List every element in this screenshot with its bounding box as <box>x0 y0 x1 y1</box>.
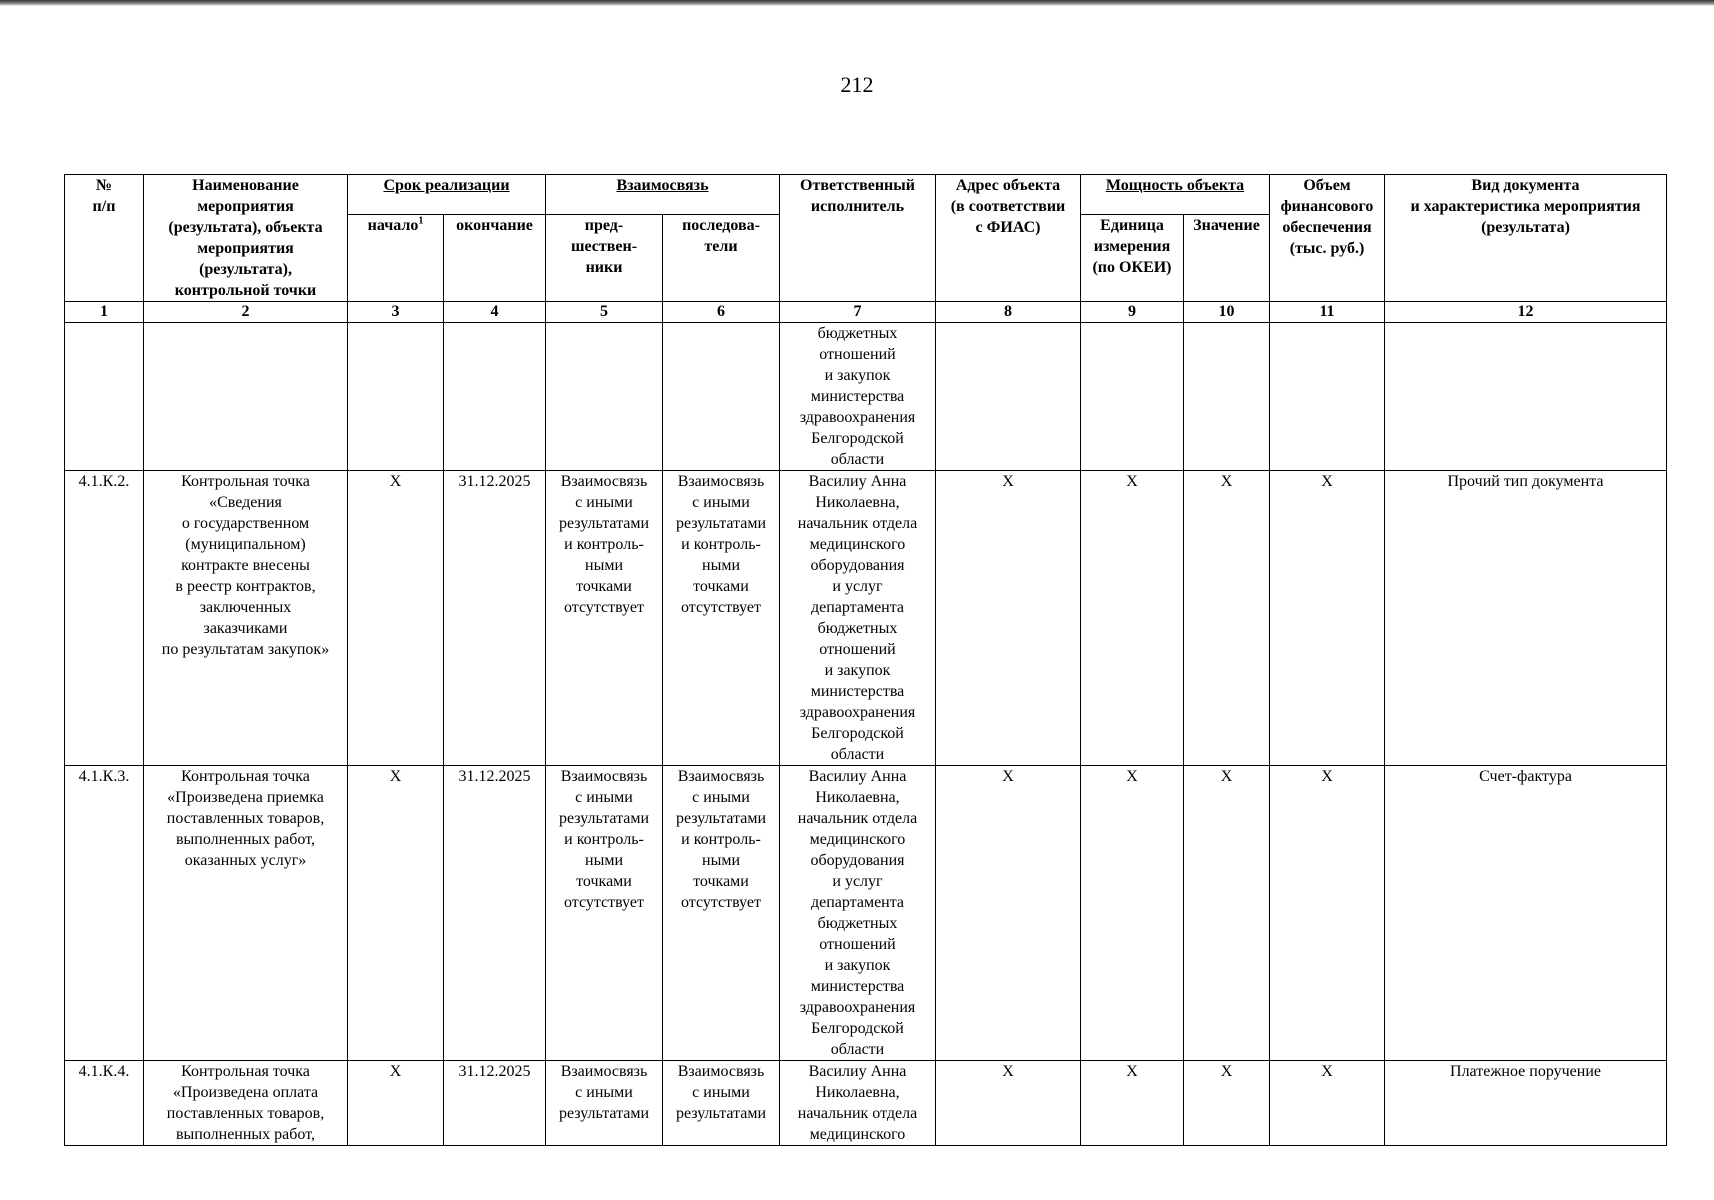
row-number: 4.1.К.2. <box>65 471 144 766</box>
column-number: 9 <box>1081 302 1184 323</box>
row-name: Контрольная точка «Произведена оплата поставленных товаров, выполненных работ, <box>144 1061 348 1146</box>
header-finance: Объем финансового обеспечения (тыс. руб.) <box>1270 175 1385 302</box>
header-successors: последова- тели <box>663 215 780 302</box>
header-predecessors: пред- шествен- ники <box>546 215 663 302</box>
header-unit: Единица измерения (по ОКЕИ) <box>1081 215 1184 302</box>
table-row <box>65 766 1667 1061</box>
row-predecessors <box>546 323 663 471</box>
row-address <box>936 323 1081 471</box>
row-successors: Взаимосвязь с иными результатами <box>663 1061 780 1146</box>
row-number <box>65 323 144 471</box>
table-body <box>65 323 1667 1146</box>
column-number: 12 <box>1385 302 1667 323</box>
row-responsible: Василиу Анна Николаевна, начальник отдела медицинского оборудования и услуг департамента бюджетных отношений и закупок министерства здравоохранения Белгородской области <box>780 766 936 1061</box>
row-document <box>1385 323 1667 471</box>
row-predecessors: Взаимосвязь с иными результатами и контроль- ными точками отсутствует <box>546 766 663 1061</box>
row-value: X <box>1184 766 1270 1061</box>
table-row <box>65 323 1667 471</box>
footnote-mark: 1 <box>418 215 424 227</box>
row-number: 4.1.К.4. <box>65 1061 144 1146</box>
row-document: Прочий тип документа <box>1385 471 1667 766</box>
row-name: Контрольная точка «Произведена приемка поставленных товаров, выполненных работ, оказанных услуг» <box>144 766 348 1061</box>
header-document: Вид документа и характеристика мероприятия (результата) <box>1385 175 1667 302</box>
row-successors <box>663 323 780 471</box>
row-address: X <box>936 766 1081 1061</box>
row-value <box>1184 323 1270 471</box>
row-number: 4.1.К.3. <box>65 766 144 1061</box>
row-finance <box>1270 323 1385 471</box>
header-link-group-label: Взаимосвязь <box>616 177 709 194</box>
schedule-table <box>64 174 1667 1146</box>
column-number: 5 <box>546 302 663 323</box>
header-responsible: Ответственный исполнитель <box>780 175 936 302</box>
header-number: № п/п <box>65 175 144 302</box>
header-link-group <box>546 175 780 215</box>
row-name <box>144 323 348 471</box>
row-end <box>444 323 546 471</box>
row-start: X <box>348 1061 444 1146</box>
row-finance: X <box>1270 1061 1385 1146</box>
table-row <box>65 1061 1667 1146</box>
column-number: 2 <box>144 302 348 323</box>
row-document: Платежное поручение <box>1385 1061 1667 1146</box>
row-end: 31.12.2025 <box>444 1061 546 1146</box>
row-responsible: Василиу Анна Николаевна, начальник отдела медицинского оборудования и услуг департамента бюджетных отношений и закупок министерства здравоохранения Белгородской области <box>780 471 936 766</box>
row-responsible: Василиу Анна Николаевна, начальник отдела медицинского <box>780 1061 936 1146</box>
header-end: окончание <box>444 215 546 302</box>
row-start <box>348 323 444 471</box>
row-finance: X <box>1270 766 1385 1061</box>
row-successors: Взаимосвязь с иными результатами и контроль- ными точками отсутствует <box>663 766 780 1061</box>
row-unit: X <box>1081 471 1184 766</box>
table-header <box>65 175 1667 323</box>
row-end: 31.12.2025 <box>444 471 546 766</box>
column-number: 1 <box>65 302 144 323</box>
header-value: Значение <box>1184 215 1270 302</box>
scan-edge <box>0 0 1714 6</box>
column-number-row <box>65 302 1667 323</box>
column-number: 3 <box>348 302 444 323</box>
row-start: X <box>348 471 444 766</box>
row-unit <box>1081 323 1184 471</box>
row-value: X <box>1184 471 1270 766</box>
row-successors: Взаимосвязь с иными результатами и контроль- ными точками отсутствует <box>663 471 780 766</box>
column-number: 6 <box>663 302 780 323</box>
row-responsible: бюджетных отношений и закупок министерства здравоохранения Белгородской области <box>780 323 936 471</box>
row-value: X <box>1184 1061 1270 1146</box>
header-term-group-label: Срок реализации <box>383 177 510 194</box>
row-start: X <box>348 766 444 1061</box>
row-predecessors: Взаимосвязь с иными результатами <box>546 1061 663 1146</box>
page-number: 212 <box>840 72 874 97</box>
column-number: 8 <box>936 302 1081 323</box>
header-start <box>348 215 444 302</box>
header-capacity-group <box>1081 175 1270 215</box>
header-capacity-group-label: Мощность объекта <box>1105 177 1245 194</box>
column-number: 7 <box>780 302 936 323</box>
row-address: X <box>936 1061 1081 1146</box>
row-name: Контрольная точка «Сведения о государственном (муниципальном) контракте внесены в реестр контрактов, заключенных заказчиками по результатам закупок» <box>144 471 348 766</box>
row-unit: X <box>1081 1061 1184 1146</box>
header-name: Наименование мероприятия (результата), объекта мероприятия (результата), контрольной точки <box>144 175 348 302</box>
header-address: Адрес объекта (в соответствии с ФИАС) <box>936 175 1081 302</box>
column-number: 10 <box>1184 302 1270 323</box>
table-row <box>65 471 1667 766</box>
row-address: X <box>936 471 1081 766</box>
column-number: 11 <box>1270 302 1385 323</box>
row-predecessors: Взаимосвязь с иными результатами и контроль- ными точками отсутствует <box>546 471 663 766</box>
row-document: Счет-фактура <box>1385 766 1667 1061</box>
row-unit: X <box>1081 766 1184 1061</box>
row-end: 31.12.2025 <box>444 766 546 1061</box>
header-term-group <box>348 175 546 215</box>
row-finance: X <box>1270 471 1385 766</box>
column-number: 4 <box>444 302 546 323</box>
header-start-label: начало <box>367 217 419 234</box>
